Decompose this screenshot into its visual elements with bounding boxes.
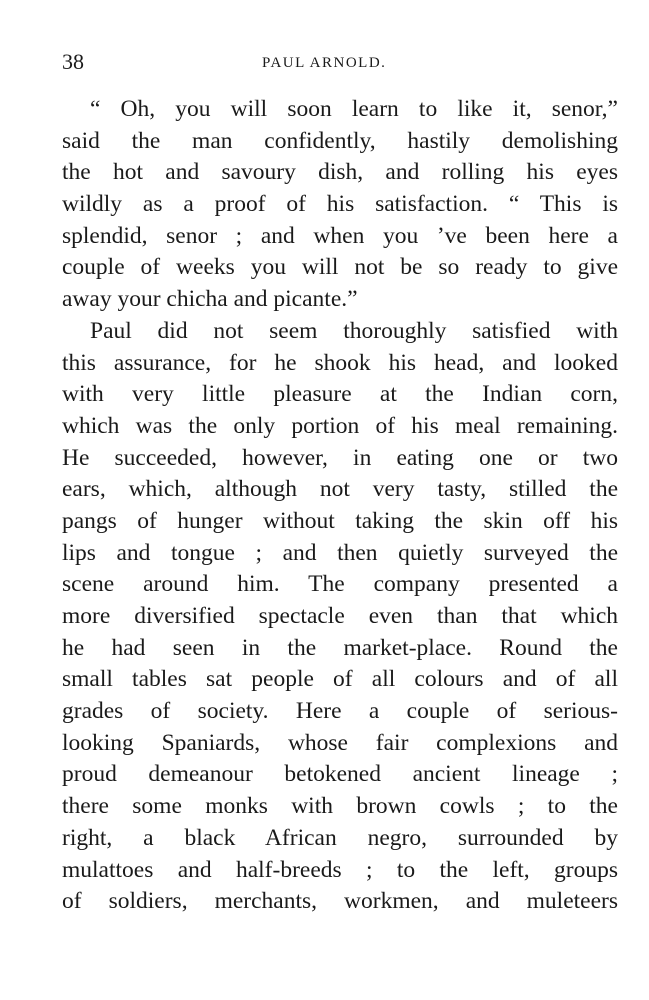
text-line: proud demeanour betokened ancient lineage ; xyxy=(62,761,618,788)
text-line: this assurance, for he shook his head, and looked xyxy=(62,349,618,376)
text-line: splendid, senor ; and when you ’ve been here a xyxy=(62,222,618,249)
body-text xyxy=(62,94,618,918)
text-line: there some monks with brown cowls ; to the xyxy=(62,793,618,820)
page-number: 38 xyxy=(62,49,84,74)
page-header xyxy=(62,50,618,80)
text-line: of soldiers, merchants, workmen, and muleteers xyxy=(62,888,618,915)
text-line: small tables sat people of all colours and of all xyxy=(62,666,618,693)
text-line: mulattoes and half-breeds ; to the left, groups xyxy=(62,856,618,883)
text-line: said the man confidently, hastily demolishing xyxy=(62,127,618,154)
text-line: pangs of hunger without taking the skin off his xyxy=(62,507,618,534)
paragraph-2 xyxy=(62,316,618,918)
text-line: wildly as a proof of his satisfaction. “ This is xyxy=(62,191,618,218)
text-line: ears, which, although not very tasty, stilled the xyxy=(62,476,618,503)
text-line: couple of weeks you will not be so ready to give xyxy=(62,254,618,281)
text-line: more diversified spectacle even than that which xyxy=(62,603,618,629)
text-line: He succeeded, however, in eating one or two xyxy=(62,444,618,471)
text-line: the hot and savoury dish, and rolling his eyes xyxy=(62,159,618,186)
text-line: lips and tongue ; and then quietly surveyed the xyxy=(62,539,618,566)
text-line: scene around him. The company presented a xyxy=(62,571,618,598)
text-line: he had seen in the market-place. Round the xyxy=(62,634,618,661)
text-line: looking Spaniards, whose fair complexions and xyxy=(62,729,618,756)
text-line: right, a black African negro, surrounded by xyxy=(62,824,618,851)
running-head: PAUL ARNOLD. xyxy=(262,55,387,71)
text-line: with very little pleasure at the Indian corn, xyxy=(62,381,618,408)
text-line: grades of society. Here a couple of serious- xyxy=(62,698,618,725)
text-line: Paul did not seem thoroughly satisfied with xyxy=(90,317,618,344)
text-line: away your chicha and picante.” xyxy=(62,286,358,313)
paragraph-1 xyxy=(62,94,618,316)
text-line: which was the only portion of his meal remaining. xyxy=(62,412,618,439)
text-line: “ Oh, you will soon learn to like it, senor,” xyxy=(90,96,618,122)
